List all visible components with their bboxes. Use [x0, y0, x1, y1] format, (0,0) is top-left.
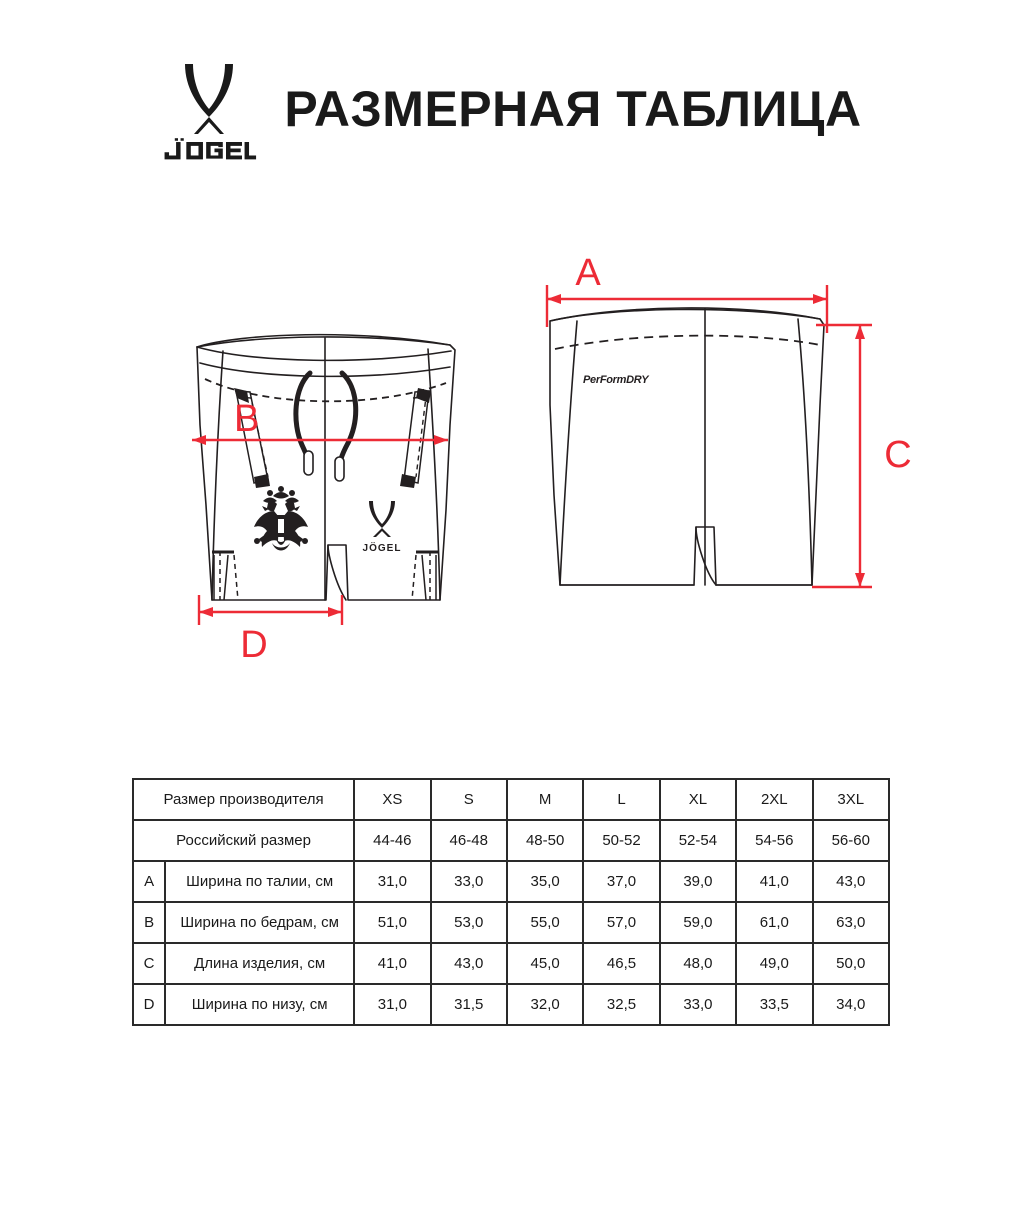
- measure-b-m: 55,0: [507, 902, 583, 943]
- size-table: [132, 778, 890, 1026]
- measure-a-3xl: 43,0: [813, 861, 890, 902]
- measure-b-xl: 59,0: [660, 902, 736, 943]
- header-manufacturer-size: Размер производителя: [133, 779, 354, 820]
- measure-d-l: 32,5: [583, 984, 659, 1025]
- measure-label-b: Ширина по бедрам, см: [165, 902, 354, 943]
- measure-a-l: 37,0: [583, 861, 659, 902]
- measure-letter-d: D: [133, 984, 165, 1025]
- product-illustrations: [0, 255, 1024, 695]
- russian-size-l: 50-52: [583, 820, 659, 861]
- svg-text:JÖGEL: JÖGEL: [362, 543, 402, 554]
- brand-logo: [162, 62, 258, 174]
- measure-label-d: Ширина по низу, см: [165, 984, 354, 1025]
- measure-letter-a: A: [133, 861, 165, 902]
- size-header-xl: XL: [660, 779, 736, 820]
- size-header-l: L: [583, 779, 659, 820]
- measure-b-xs: 51,0: [354, 902, 430, 943]
- measure-c-xl: 48,0: [660, 943, 736, 984]
- measure-d-m: 32,0: [507, 984, 583, 1025]
- table-row-b: [133, 902, 889, 943]
- measure-d-xl: 33,0: [660, 984, 736, 1025]
- dimension-a: [547, 255, 827, 333]
- table-row-d: [133, 984, 889, 1025]
- dimension-b-label: B: [234, 398, 260, 440]
- shorts-front-diagram: [150, 255, 530, 695]
- measure-a-xs: 31,0: [354, 861, 430, 902]
- measure-a-2xl: 41,0: [736, 861, 812, 902]
- measure-b-2xl: 61,0: [736, 902, 812, 943]
- measure-b-3xl: 63,0: [813, 902, 890, 943]
- russian-size-xl: 52-54: [660, 820, 736, 861]
- size-header-xs: XS: [354, 779, 430, 820]
- russian-size-xs: 44-46: [354, 820, 430, 861]
- size-header-3xl: 3XL: [813, 779, 890, 820]
- hem-vent-left: [212, 551, 238, 600]
- measure-a-xl: 39,0: [660, 861, 736, 902]
- measure-c-s: 43,0: [431, 943, 507, 984]
- dimension-a-label: A: [575, 255, 601, 294]
- size-header-m: M: [507, 779, 583, 820]
- measure-d-s: 31,5: [431, 984, 507, 1025]
- measure-c-m: 45,0: [507, 943, 583, 984]
- jogel-wordmark-icon: [162, 138, 258, 164]
- jogel-v-mark-icon: [178, 62, 242, 136]
- measure-c-3xl: 50,0: [813, 943, 890, 984]
- size-table-container: [132, 778, 890, 1026]
- page-title: РАЗМЕРНАЯ ТАБЛИЦА: [284, 81, 862, 137]
- measure-d-3xl: 34,0: [813, 984, 890, 1025]
- dimension-d-label: D: [240, 624, 268, 666]
- table-row-manufacturer-size: [133, 779, 889, 820]
- measure-letter-b: B: [133, 902, 165, 943]
- hem-vent-right: [412, 551, 438, 600]
- measure-c-l: 46,5: [583, 943, 659, 984]
- size-header-2xl: 2XL: [736, 779, 812, 820]
- measure-a-s: 33,0: [431, 861, 507, 902]
- dimension-c-label: C: [884, 434, 912, 476]
- header-russian-size: Российский размер: [133, 820, 354, 861]
- measure-label-c: Длина изделия, см: [165, 943, 354, 984]
- table-row-c: [133, 943, 889, 984]
- russian-coat-of-arms-icon: [254, 486, 308, 551]
- measure-letter-c: C: [133, 943, 165, 984]
- measure-d-xs: 31,0: [354, 984, 430, 1025]
- dimension-c: [812, 325, 912, 587]
- measure-label-a: Ширина по талии, см: [165, 861, 354, 902]
- measure-c-2xl: 49,0: [736, 943, 812, 984]
- pocket-right: [400, 388, 431, 488]
- russian-size-3xl: 56-60: [813, 820, 890, 861]
- measure-b-s: 53,0: [431, 902, 507, 943]
- russian-size-m: 48-50: [507, 820, 583, 861]
- shorts-brand-print: [363, 501, 402, 554]
- measure-a-m: 35,0: [507, 861, 583, 902]
- measure-c-xs: 41,0: [354, 943, 430, 984]
- shorts-back-view: [520, 255, 920, 695]
- shorts-front-view: [150, 255, 530, 695]
- table-row-russian-size: [133, 820, 889, 861]
- table-row-a: [133, 861, 889, 902]
- dimension-d: [199, 595, 342, 666]
- russian-size-s: 46-48: [431, 820, 507, 861]
- fabric-technology-tag: PerFormDRY: [583, 374, 649, 386]
- size-header-s: S: [431, 779, 507, 820]
- shorts-back-diagram: [520, 255, 920, 695]
- measure-d-2xl: 33,5: [736, 984, 812, 1025]
- page-header: [0, 62, 1024, 182]
- measure-b-l: 57,0: [583, 902, 659, 943]
- russian-size-2xl: 54-56: [736, 820, 812, 861]
- back-waistband-stitch-line: [555, 336, 820, 349]
